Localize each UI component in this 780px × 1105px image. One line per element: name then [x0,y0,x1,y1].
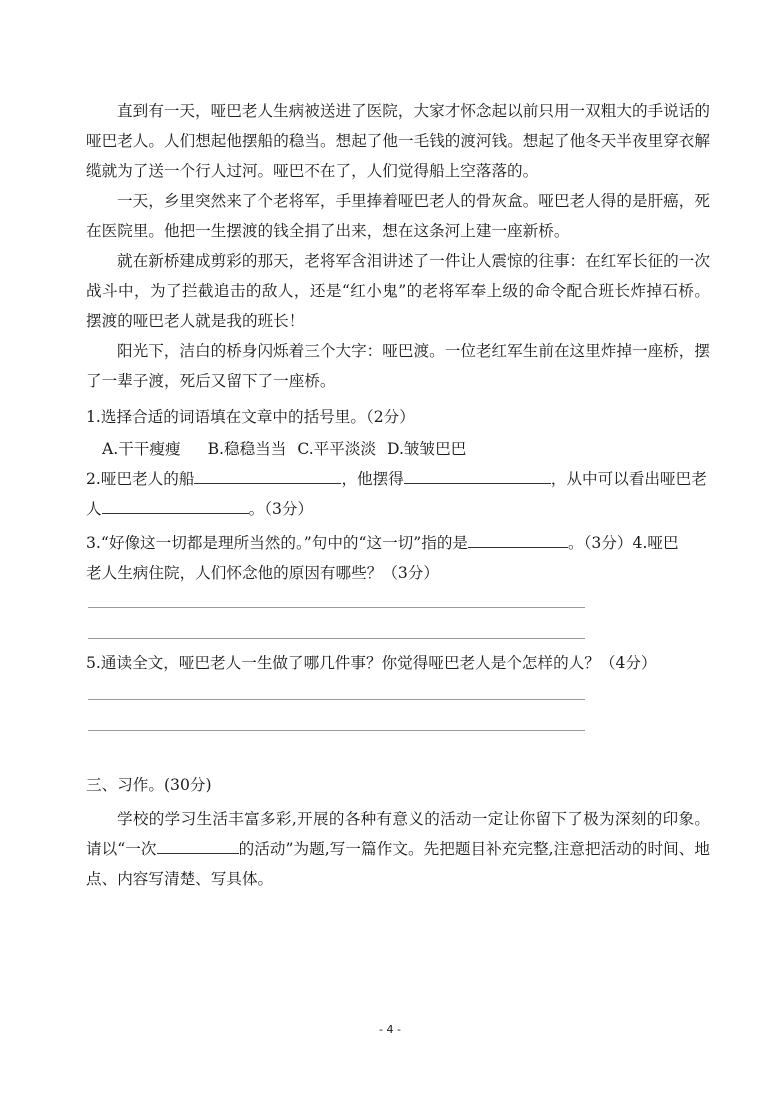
answer-blank[interactable] [404,465,551,484]
answer-blank[interactable] [194,465,341,484]
composition-prompt-a: 学校的学习生活丰富多彩,开展的各种有意义的活动一定让你留下了极为深刻的印象。请以“一次 [86,810,710,858]
question-2-text-b: ，他摆得 [341,470,404,488]
question-1-options [102,434,476,464]
question-2-text-d: 人 [86,500,102,518]
question-2-text-a: 2.哑巴老人的船 [86,470,195,488]
composition-prompt [86,804,710,894]
option-b: B.稳稳当当 [207,440,287,458]
question-2-text-e: 。（3分） [248,500,314,518]
passage-paragraph-3: 就在新桥建成剪彩的那天，老将军含泪讲述了一件让人震惊的往事：在红军长征的一次战斗中，为了拦截追击的敌人，还是“红小鬼”的老将军奉上级的命令配合班长炸掉石桥。摆渡的哑巴老人就是我的班长！ [86,252,710,330]
option-a: A.干干瘦瘦 [102,440,181,458]
answer-line[interactable] [88,699,585,700]
question-3-text: 3.“好像这一切都是理所当然的。”句中的“这一切”指的是 [86,534,469,552]
passage-paragraph-2: 一天，乡里突然来了个老将军，手里捧着哑巴老人的骨灰盒。哑巴老人得的是肝癌，死在医院里。他把一生摆渡的钱全捐了出来，想在这条河上建一座新桥。 [86,192,710,240]
question-3-score: 。（3分）4.哑巴 [568,534,679,552]
passage-paragraph-1: 直到有一天，哑巴老人生病被送进了医院，大家才怀念起以前只用一双粗大的手说话的哑巴老人。人们想起他摆船的稳当。想起了他一毛钱的渡河钱。想起了他冬天半夜里穿衣解缆就为了送一个行人过河。哑巴不在了，人们觉得船上空落落的。 [86,102,710,180]
question-2-text-c: ，从中可以看出哑巴老 [550,470,707,488]
composition-prompt-b: 的活动”为题,写一篇作文。先把题目补充完整,注意把活动的时间、地点、内容写清楚、写具体。 [86,840,710,888]
question-3 [86,528,679,558]
passage-paragraph-4: 阳光下，洁白的桥身闪烁着三个大字：哑巴渡。一位老红军生前在这里炸掉一座桥，摆了一辈子渡，死后又留下了一座桥。 [86,342,710,390]
question-4: 老人生病住院，人们怀念他的原因有哪些？（3分） [86,564,439,582]
question-2-line-2 [86,494,313,524]
answer-line[interactable] [88,607,585,608]
question-1: 1.选择合适的词语填在文章中的括号里。（2分） [86,408,415,426]
option-d: D.皱皱巴巴 [387,440,467,458]
answer-blank[interactable] [468,529,568,548]
answer-line[interactable] [88,638,585,639]
option-c: C.平平淡淡 [297,440,377,458]
page-number: - 4 - [379,1023,401,1036]
question-2-line-1 [86,464,707,494]
answer-line[interactable] [88,730,585,731]
question-5: 5.通读全文，哑巴老人一生做了哪几件事？你觉得哑巴老人是个怎样的人？（4分） [86,654,657,672]
section-heading: 三、习作。(30分) [86,776,212,794]
answer-blank[interactable] [102,495,249,514]
title-blank[interactable] [157,835,239,854]
